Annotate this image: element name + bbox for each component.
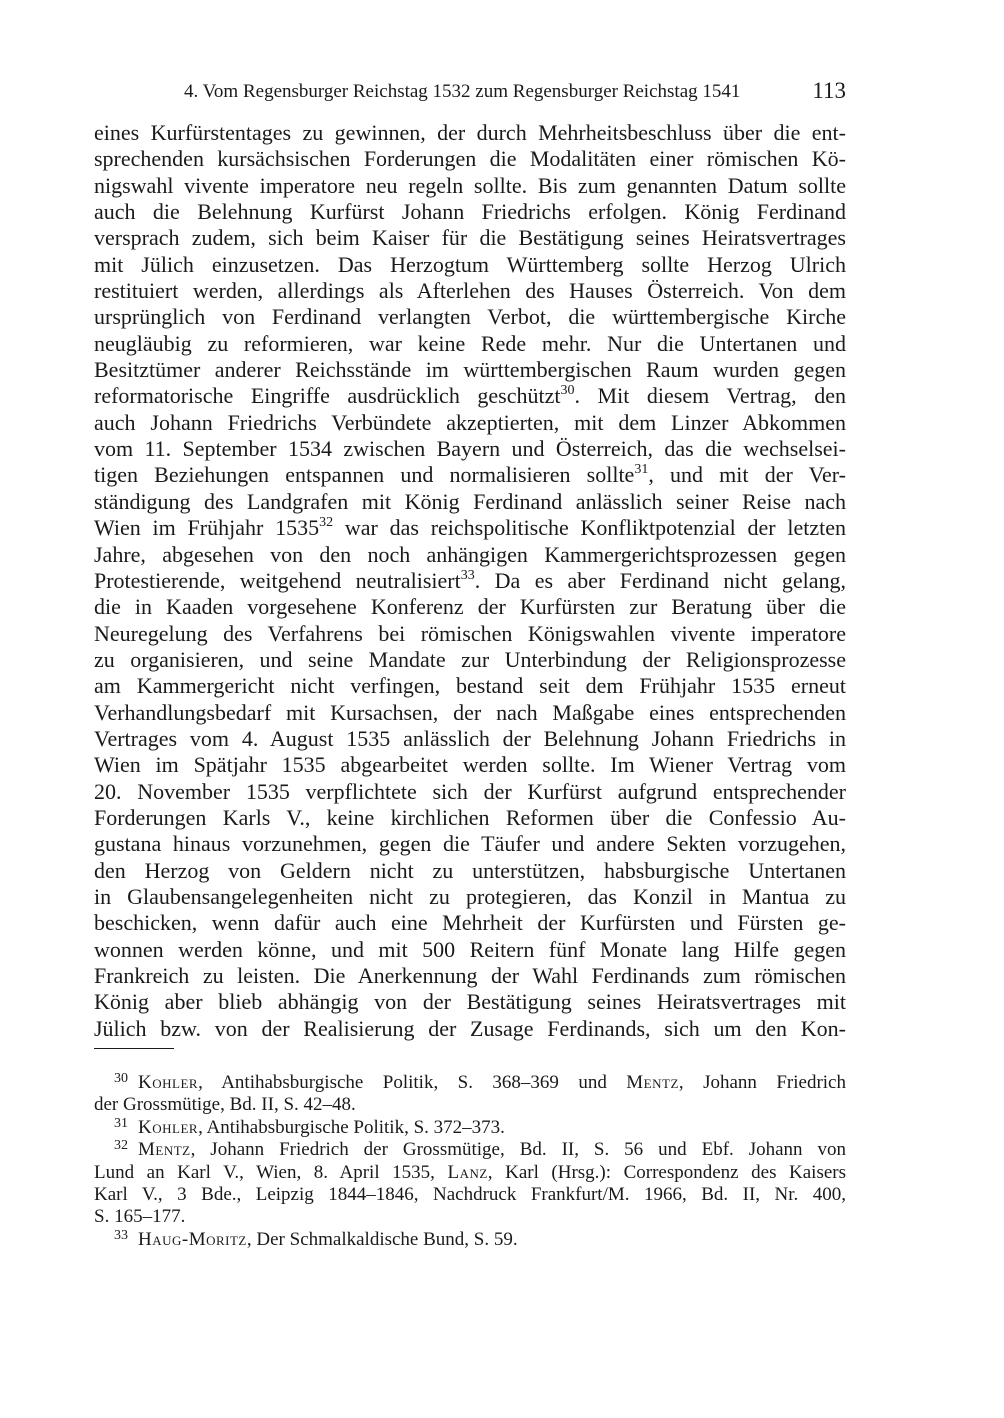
text-line: neugläubig zu reformieren, war keine Rede mehr. Nur die Untertanen und [94,330,846,356]
author-name: Mentz [626,1072,679,1093]
text-line: vom 11. September 1534 zwischen Bayern und Österreich, das die wechselsei- [94,436,846,462]
text-line: Besitztümer anderer Reichsstände im württembergischen Raum wurden gegen [94,357,846,383]
text-line [94,462,846,488]
text-line [94,383,846,409]
text-line: König aber blieb abhängig von der Bestätigung seines Heiratsvertrages mit [94,989,846,1015]
text-segment: . Mit diesem Vertrag, den [574,383,846,409]
footnote-divider [94,1048,174,1049]
footnote-text: Lund an Karl V., Wien, 8. April 1535, [94,1161,448,1183]
footnote-32 [94,1139,846,1229]
footnote-line: Karl V., 3 Bde., Leipzig 1844–1846, Nachdruck Frankfurt/M. 1966, Bd. II, Nr. 400, [94,1183,846,1205]
text-line [94,515,846,541]
footnote-30 [94,1072,846,1117]
text-line: Wien im Spätjahr 1535 abgearbeitet werden sollte. Im Wiener Vertrag vom [94,752,846,778]
text-segment: war das reichspolitische Konfliktpotenzial der letzten [333,515,847,541]
text-line: auch die Belehnung Kurfürst Johann Friedrichs erfolgen. König Ferdinand [94,199,846,225]
footnote-text: , Johann Friedrich der Grossmütige, Bd. II, S. 56 und Ebf. Johann von [190,1139,846,1161]
text-line [94,568,846,594]
footnote-ref-31[interactable]: 31 [634,462,649,478]
footnote-line [94,1072,846,1094]
text-line: 20. November 1535 verpflichtete sich der Kurfürst aufgrund entsprechender [94,778,846,804]
text-line: nigswahl vivente imperatore neu regeln sollte. Bis zum genannten Datum sollte [94,172,846,198]
text-segment: reformatorische Eingriffe ausdrücklich geschützt [94,383,561,409]
footnote-number: 32 [114,1138,128,1154]
text-line: beschicken, wenn dafür auch eine Mehrheit der Kurfürsten und Fürsten ge- [94,910,846,936]
text-line: Verhandlungsbedarf mit Kursachsen, der nach Maßgabe eines entsprechenden [94,699,846,725]
text-line: Frankreich zu leisten. Die Anerkennung der Wahl Ferdinands zum römischen [94,963,846,988]
author-name: Haug-Moritz [138,1228,247,1250]
text-line: die in Kaaden vorgesehene Konferenz der Kurfürsten zur Beratung über die [94,594,846,620]
running-title: 4. Vom Regensburger Reichstag 1532 zum Regensburger Reichstag 1541 [184,81,741,102]
footnote-text: , Johann Friedrich [678,1072,846,1093]
text-line: versprach zudem, sich beim Kaiser für die Bestätigung seines Heiratsvertrages [94,225,846,251]
text-line: Neuregelung des Verfahrens bei römischen Königswahlen vivente imperatore [94,620,846,646]
footnote-text: , Der Schmalkaldische Bund, S. 59. [246,1228,518,1250]
text-line: ständigung des Landgrafen mit König Ferdinand anlässlich seiner Reise nach [94,488,846,514]
footnote-text: , Antihabsburgische Politik, S. 368–369 und [198,1072,627,1093]
text-line: eines Kurfürstentages zu gewinnen, der durch Mehrheitsbeschluss über die ent- [94,120,846,145]
footnote-line [94,1162,846,1184]
text-line: Vertrages vom 4. August 1535 anlässlich der Belehnung Johann Friedrichs in [94,725,846,751]
text-line: sprechenden kursächsischen Forderungen die Modalitäten einer römischen Kö- [94,146,846,172]
footnote-ref-32[interactable]: 32 [319,515,334,531]
text-segment: Wien im Frühjahr 1535 [94,515,320,541]
text-segment: tigen Beziehungen entspannen und normalisieren sollte [94,462,635,488]
author-name: Lanz [447,1161,488,1183]
footnote-line [94,1139,846,1161]
text-line: in Glaubensangelegenheiten nicht zu protegieren, das Konzil in Mantua zu [94,883,846,909]
text-line: mit Jülich einzusetzen. Das Herzogtum Württemberg sollte Herzog Ulrich [94,251,846,277]
footnote-number: 30 [114,1071,128,1086]
footnote-31 [94,1117,846,1139]
footnote-number: 31 [114,1115,128,1131]
footnote-text: , Antihabsburgische Politik, S. 372–373. [198,1116,505,1138]
footnote-number: 33 [114,1227,128,1243]
text-line: gustana hinaus vorzunehmen, gegen die Täufer und andere Sekten vorzugehen, [94,831,846,857]
text-segment: , und mit der Ver- [648,462,846,488]
text-line: am Kammergericht nicht verfingen, bestand seit dem Frühjahr 1535 erneut [94,673,846,699]
author-name: Mentz [138,1139,191,1161]
footnote-text: , Karl (Hrsg.): Correspondenz des Kaisers [487,1161,847,1183]
text-line: den Herzog von Geldern nicht zu unterstützen, habsburgische Untertanen [94,857,846,883]
footnote-line: der Grossmütige, Bd. II, S. 42–48. [94,1094,356,1116]
text-line: Forderungen Karls V., keine kirchlichen Reformen über die Confessio Au- [94,804,846,830]
text-segment: . Da es aber Ferdinand nicht gelang, [474,567,846,593]
text-line: wonnen werden könne, und mit 500 Reitern fünf Monate lang Hilfe gegen [94,936,846,962]
text-line: Jahre, abgesehen von den noch anhängigen Kammergerichtsprozessen gegen [94,541,846,567]
text-segment: Protestierende, weitgehend neutralisiert [94,567,461,593]
text-line: restituiert werden, allerdings als Afterlehen des Hauses Österreich. Von dem [94,278,846,304]
footnote-line [94,1229,846,1251]
page-number: 113 [812,78,846,103]
running-header [94,78,846,108]
body-text [94,120,846,1042]
footnotes [94,1072,846,1251]
text-line: auch Johann Friedrichs Verbündete akzeptierten, mit dem Linzer Abkommen [94,409,846,435]
footnote-line [94,1117,846,1139]
footnote-line: S. 165–177. [94,1206,186,1228]
text-line: zu organisieren, und seine Mandate zur Unterbindung der Religionsprozesse [94,646,846,672]
author-name: Kohler [138,1116,199,1138]
author-name: Kohler [138,1072,199,1093]
footnote-33 [94,1229,846,1251]
footnote-ref-33[interactable]: 33 [460,567,475,583]
text-line: ursprünglich von Ferdinand verlangten Verbot, die württembergische Kirche [94,304,846,330]
text-line: Jülich bzw. von der Realisierung der Zusage Ferdinands, sich um den Kon- [94,1015,846,1041]
footnote-ref-30[interactable]: 30 [560,383,575,399]
